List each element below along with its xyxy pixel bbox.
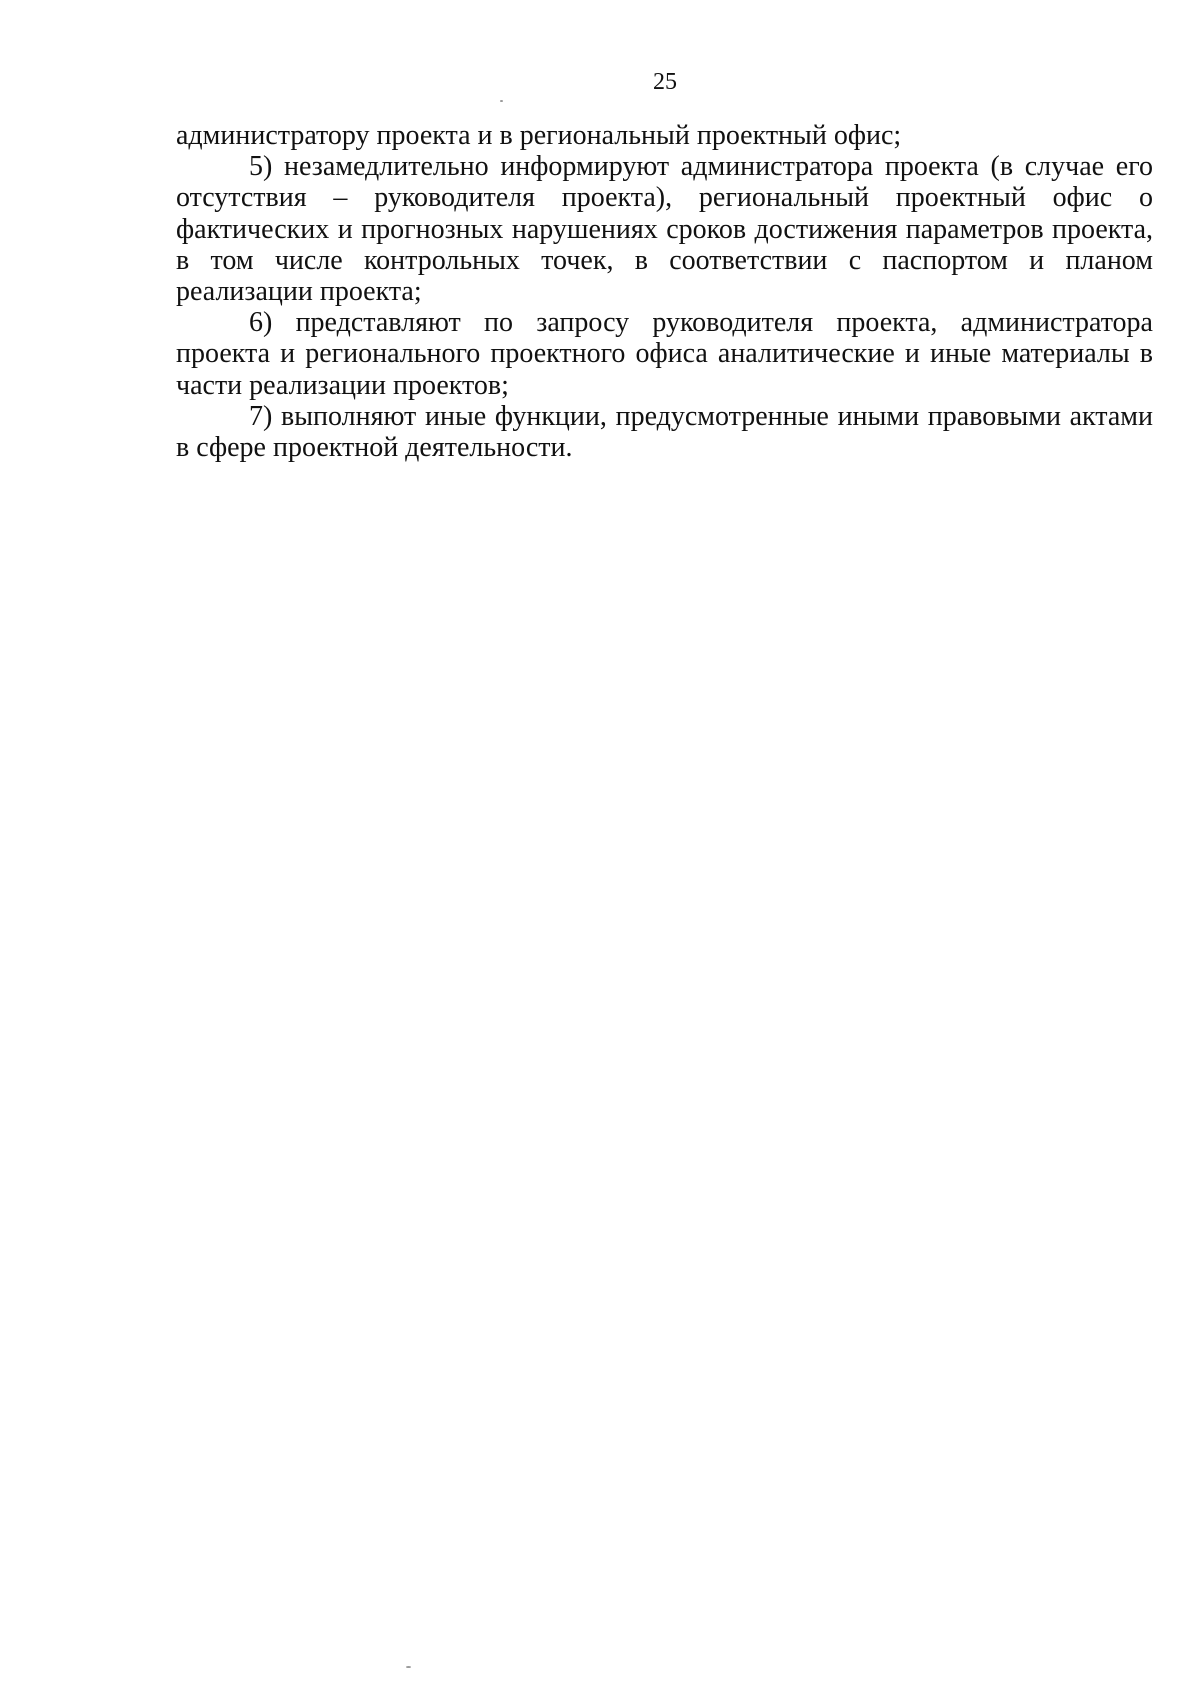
document-body <box>176 120 1153 463</box>
scan-speck <box>500 100 503 102</box>
paragraph-continuation: администратору проекта и в региональный проектный офис; <box>176 120 902 151</box>
scan-speck <box>406 1666 411 1668</box>
page-number: 25 <box>653 69 677 95</box>
paragraph-item-7: 7) выполняют иные функции, предусмотренные иными правовыми актами в сфере проектной деятельности. <box>176 400 1153 464</box>
paragraph-item-5: 5) незамедлительно информируют администратора проекта (в случае его отсутствия – руководителя проекта), региональный проектный офис о фактических и прогнозных нарушениях сроков достижения параметров проекта, в том числе контрольных точек, в соответствии с паспортом и планом реализации проекта; <box>176 151 1153 308</box>
paragraph-item-6: 6) представляют по запросу руководителя проекта, администратора проекта и регионального проектного офиса аналитические и иные материалы в части реализации проектов; <box>176 307 1153 401</box>
